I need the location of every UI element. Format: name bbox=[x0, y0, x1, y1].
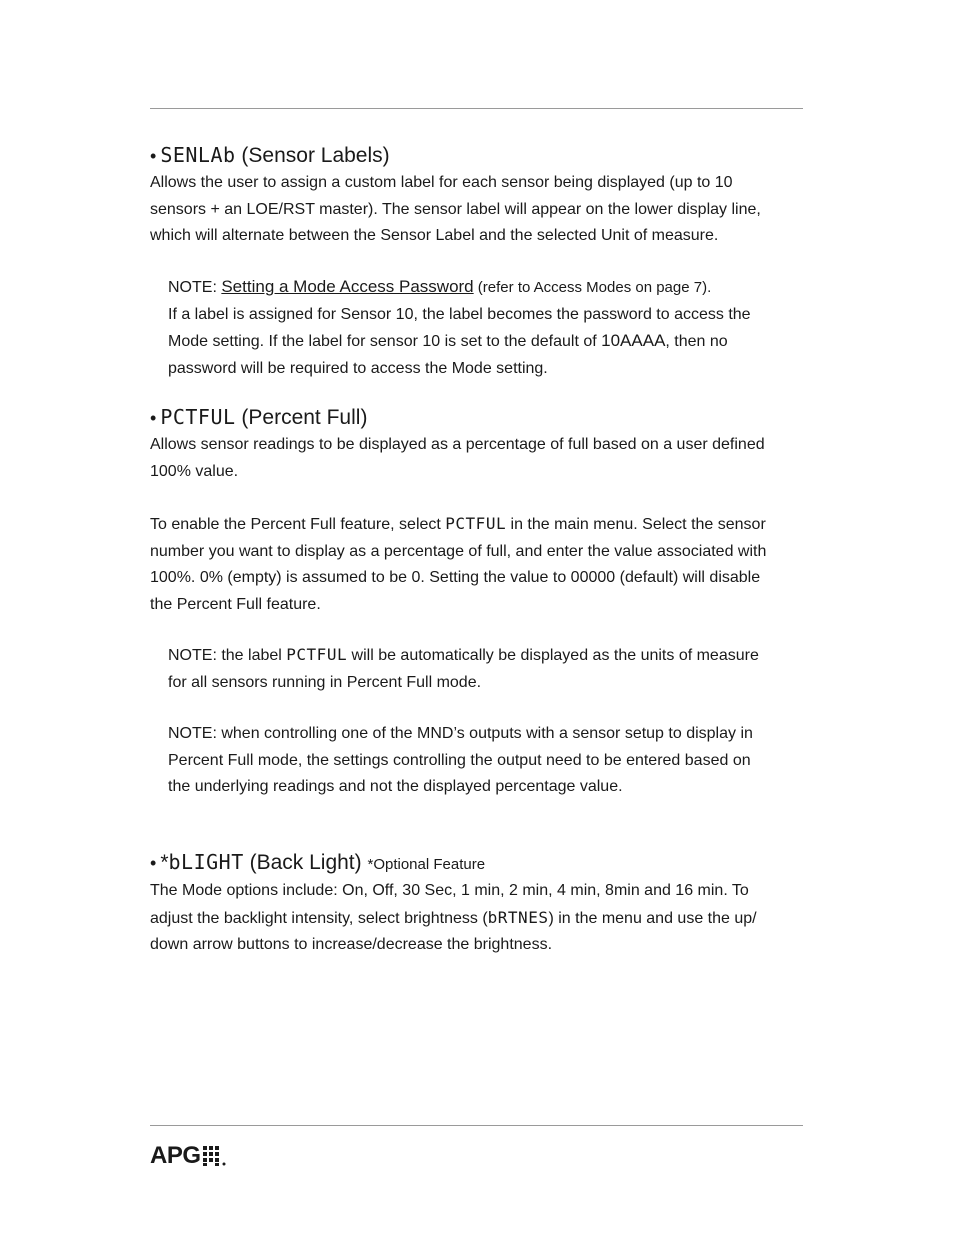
note-line: Percent Full mode, the settings controlling the output need to be entered based on bbox=[168, 751, 751, 769]
enable-a: To enable the Percent Full feature, select bbox=[150, 516, 446, 533]
apg-logo bbox=[150, 1143, 228, 1169]
note-line bbox=[168, 642, 808, 670]
note-line: password will be required to access the Mode setting. bbox=[168, 359, 548, 377]
logo-grid-icon bbox=[202, 1144, 228, 1168]
section-heading-senlab bbox=[150, 141, 390, 170]
optional-star: * bbox=[160, 851, 169, 874]
enable-b: in the main menu. Select the sensor bbox=[506, 516, 766, 533]
note-ref: (refer to Access Modes on page 7). bbox=[473, 279, 712, 296]
heading-title: (Sensor Labels) bbox=[241, 144, 390, 167]
line2-b: ) in the menu and use the up/ bbox=[548, 909, 757, 927]
pctful-body bbox=[150, 432, 810, 485]
display-code: bRTNES bbox=[487, 907, 549, 927]
note-line bbox=[168, 274, 808, 302]
pctful-note2 bbox=[168, 721, 808, 801]
blight-body bbox=[150, 878, 810, 959]
senlab-note bbox=[168, 274, 808, 382]
line2-a: adjust the backlight intensity, select brightness ( bbox=[150, 909, 488, 927]
body-line: the Percent Full feature. bbox=[150, 595, 321, 613]
note-prefix: NOTE: bbox=[168, 279, 222, 296]
body-line: 100% value. bbox=[150, 462, 239, 480]
note-line bbox=[168, 328, 808, 356]
default-value: 10AAAA bbox=[601, 331, 666, 350]
display-code: PCTFUL bbox=[286, 645, 348, 664]
bullet: • bbox=[150, 146, 157, 166]
body-line: Allows the user to assign a custom label for each sensor being displayed (up to 10 bbox=[150, 174, 733, 191]
note1-a: NOTE: the label bbox=[168, 647, 287, 664]
bullet: • bbox=[150, 408, 157, 428]
note-line: for all sensors running in Percent Full mode. bbox=[168, 673, 482, 691]
body-line bbox=[150, 905, 810, 933]
bullet: • bbox=[150, 853, 157, 873]
pctful-note1 bbox=[168, 642, 808, 696]
body-line: which will alternate between the Sensor Label and the selected Unit of measure. bbox=[150, 227, 719, 244]
display-code: bLIGHT bbox=[168, 850, 244, 874]
display-code: PCTFUL bbox=[160, 405, 236, 429]
body-line: sensors + an LOE/RST master). The sensor label will appear on the lower display line, bbox=[150, 200, 761, 218]
logo-text: APG bbox=[150, 1142, 201, 1169]
body-line: Allows sensor readings to be displayed as a percentage of full based on a user defined bbox=[150, 436, 765, 453]
body-line: number you want to display as a percentage of full, and enter the value associated with bbox=[150, 542, 767, 560]
note-line: NOTE: when controlling one of the MND’s outputs with a sensor setup to display in bbox=[168, 725, 753, 742]
heading-title: (Back Light) bbox=[249, 851, 362, 874]
optional-feature-label: *Optional Feature bbox=[367, 856, 486, 873]
section-heading-blight bbox=[150, 848, 485, 879]
pctful-enable bbox=[150, 511, 810, 618]
body-line: 100%. 0% (empty) is assumed to be 0. Setting the value to 00000 (default) will disable bbox=[150, 569, 761, 586]
note-line: the underlying readings and not the displayed percentage value. bbox=[168, 778, 623, 795]
senlab-body bbox=[150, 170, 810, 250]
note-mid-a: Mode setting. If the label for sensor 10 is set to the default of bbox=[168, 333, 602, 350]
display-code: SENLAb bbox=[160, 143, 236, 167]
heading-title: (Percent Full) bbox=[241, 406, 368, 429]
body-line: down arrow buttons to increase/decrease the brightness. bbox=[150, 936, 553, 953]
section-heading-pctful bbox=[150, 403, 367, 432]
header-divider bbox=[150, 108, 803, 109]
body-line bbox=[150, 511, 810, 539]
note1-b: will be automatically be displayed as the units of measure bbox=[347, 647, 759, 664]
display-code: PCTFUL bbox=[445, 514, 507, 533]
body-line: The Mode options include: On, Off, 30 Sec, 1 min, 2 min, 4 min, 8min and 16 min. To bbox=[150, 882, 749, 899]
password-link[interactable]: Setting a Mode Access Password bbox=[221, 277, 474, 296]
note-mid-b: , then no bbox=[665, 333, 728, 350]
note-line: If a label is assigned for Sensor 10, the label becomes the password to access the bbox=[168, 305, 751, 323]
footer-divider bbox=[150, 1125, 803, 1126]
